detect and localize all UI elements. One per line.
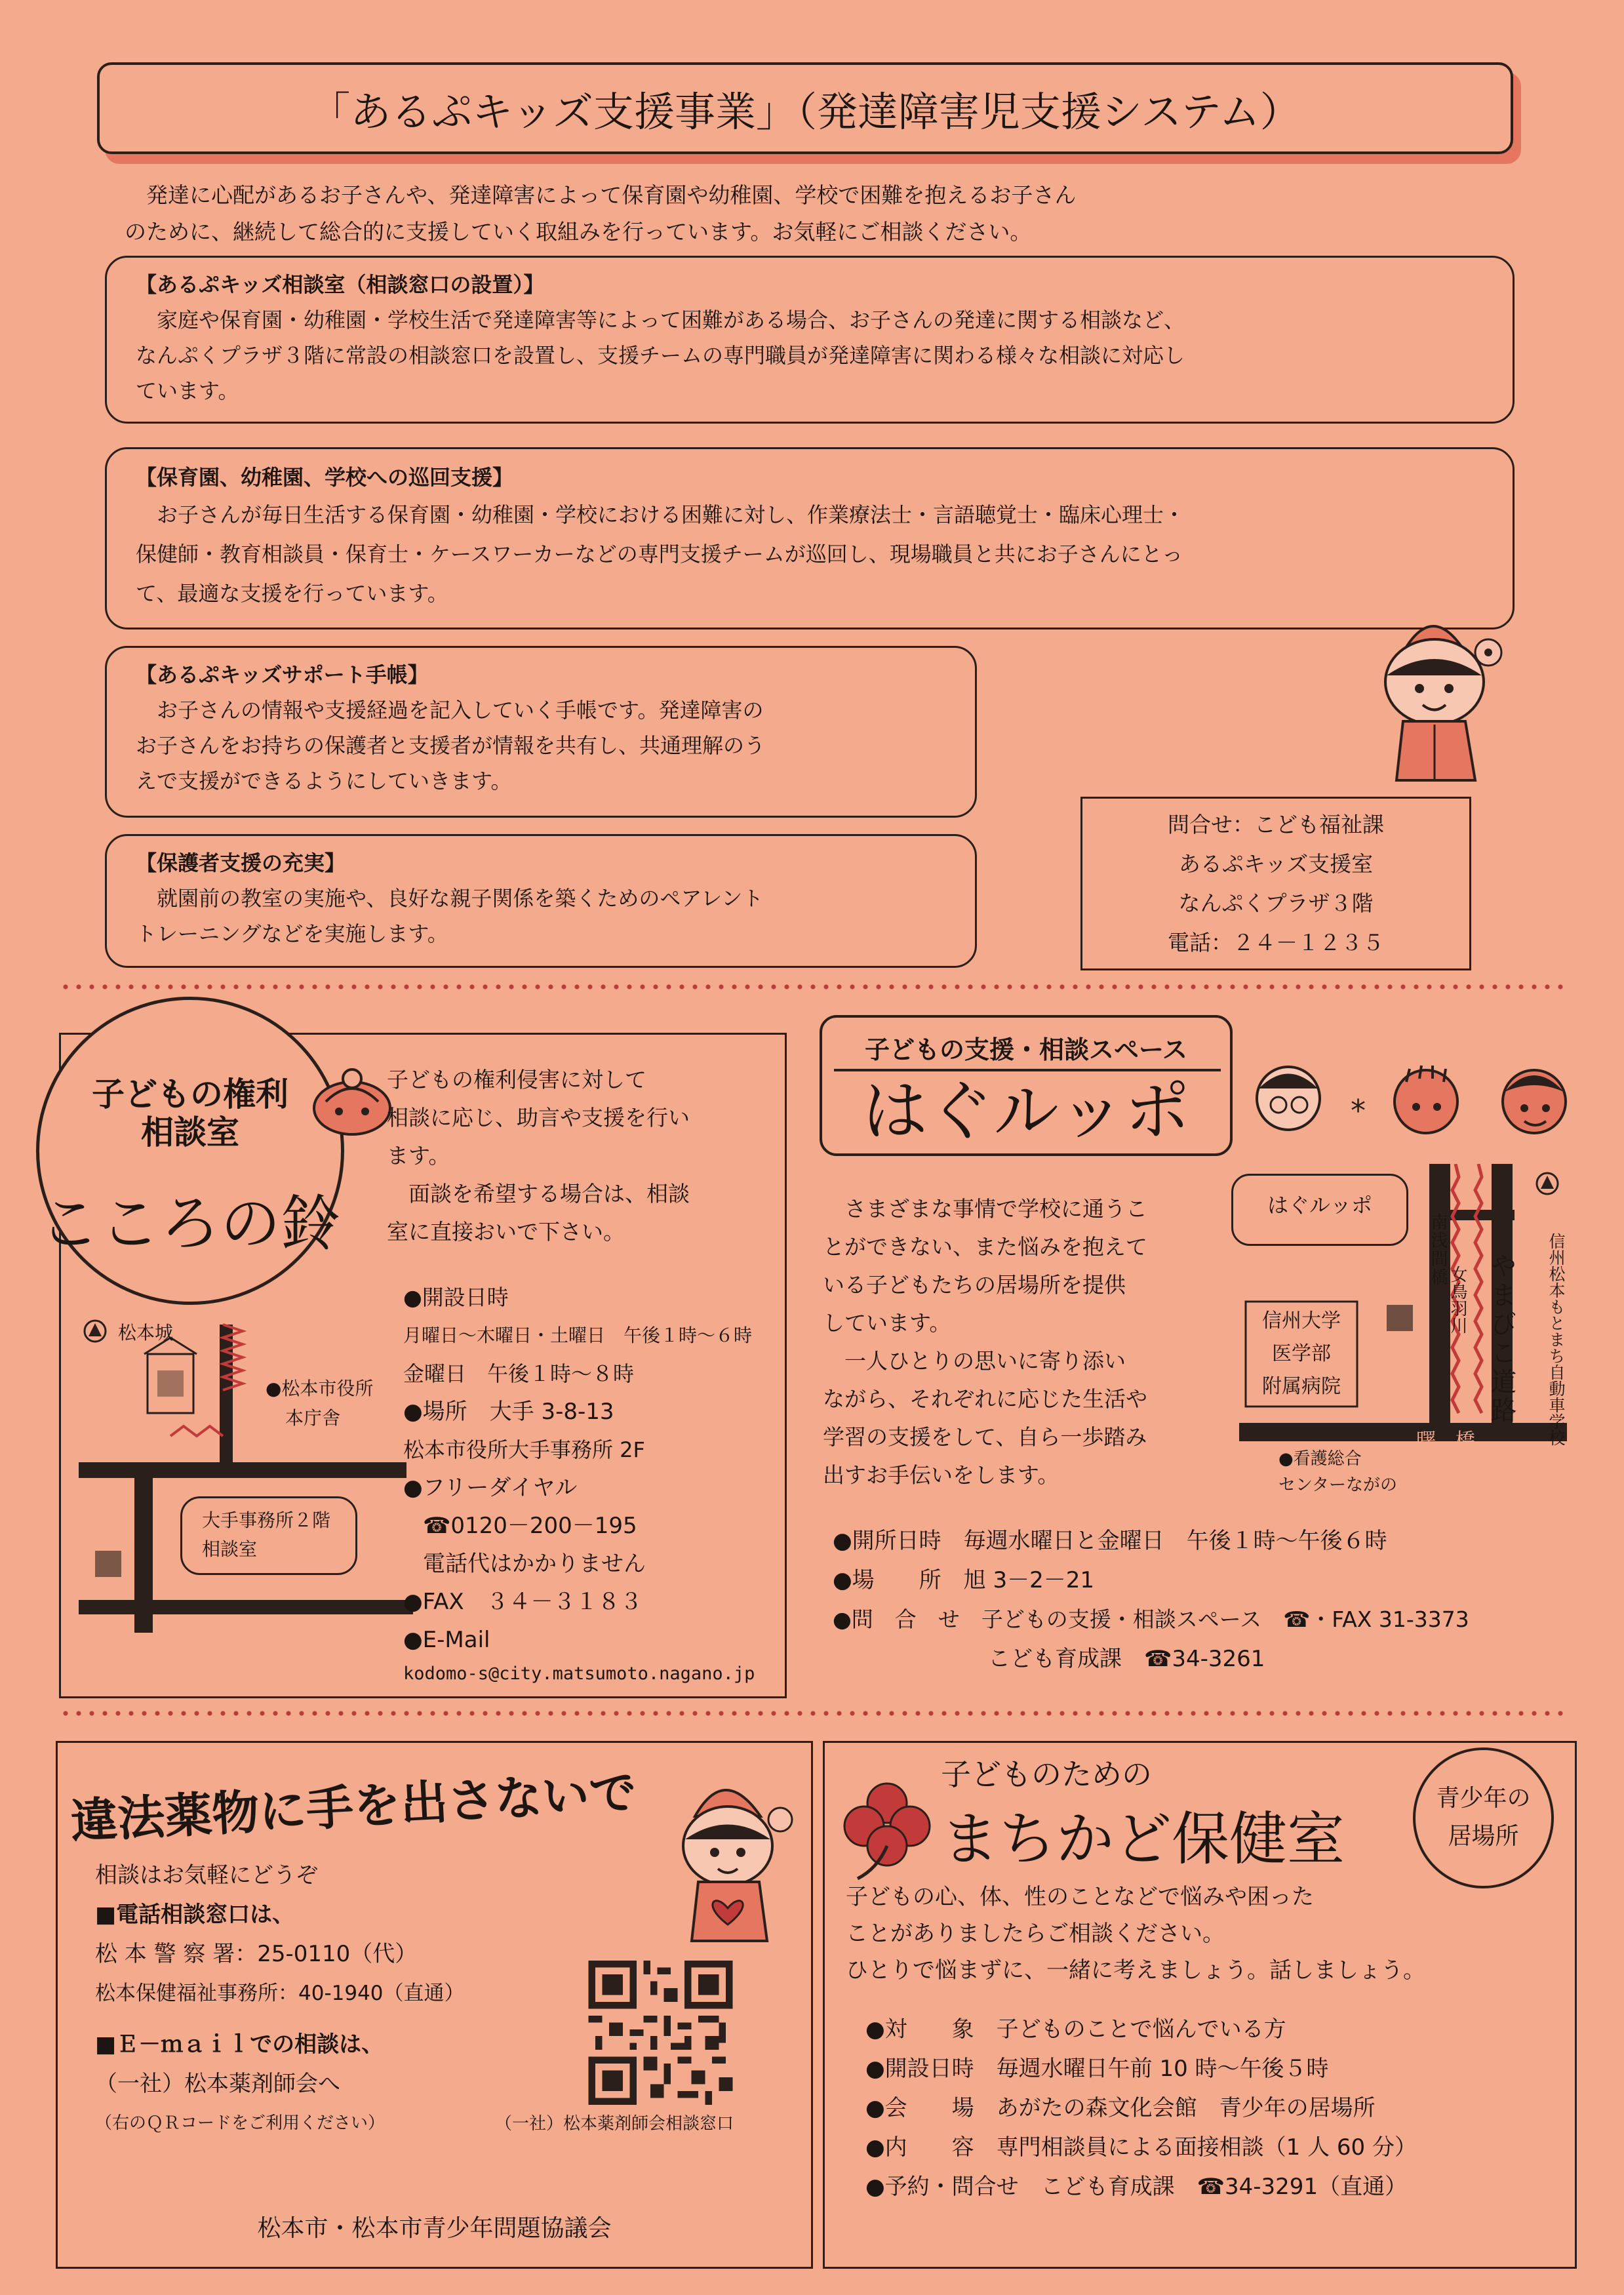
hospital-line: 医学部 [1272,1342,1331,1365]
drug-line: 相談はお気軽にどうぞ [95,1862,318,1888]
kokoro-badge [36,997,344,1305]
hagu-map-callout [1231,1174,1408,1246]
page-title: 「あるぷキッズ支援事業」（発達障害児支援システム） [309,87,1301,136]
intro-line: 発達に心配があるお子さんや、発達障害によって保育園や幼稚園、学校で困難を抱えるお子さん [125,182,1077,208]
intro-line: のために、継続して総合的に支援していく取組みを行っています。お気軽にご相談ください。 [125,219,1032,245]
hogosha-title: 【保護者支援の充実】 [136,850,346,875]
machikado-info [865,2010,1574,2206]
drug-title: 違法薬物に手を出さないで [69,1764,638,1850]
hagu-desc-line: しています。 [823,1310,951,1336]
drug-line: （右のＱＲコードをご利用ください） [95,2113,386,2133]
kokoro-desc-line: ます。 [387,1143,450,1168]
map-center-line: センターながの [1278,1475,1397,1495]
kokoro-free-label: ●フリーダイヤル [403,1475,578,1501]
machikado-venue: ●会 場 あがたの森文化会館 青少年の居場所 [865,2095,1376,2121]
kokoro-email-link[interactable]: kodomo-s@city.matsumoto.nagano.jp [403,1664,755,1684]
hagu-contact-2: こども育成課 ☎34-3261 [988,1646,1265,1672]
kokoro-info [403,1279,790,1689]
intro-text [125,177,1528,250]
hogosha-line: 就園前の教室の実施や、良好な親子関係を築くためのペアレント [136,886,764,911]
map-school-label: 信州松本もとまち自動車学校 [1547,1233,1566,1446]
clover-icon [831,1770,943,1882]
hagu-desc-line: ながら、それぞれに応じた生活や [823,1386,1147,1412]
machikado-content: ●内 容 専門相談員による面接相談（1 人 60 分） [865,2134,1417,2161]
hagu-info [833,1521,1587,1679]
drug-footer: 松本市・松本市青少年問題協議会 [257,2215,612,2242]
mascot-heart-icon [662,1757,800,1947]
techo-line: お子さんの情報や支援経過を記入していく手帳です。発達障害の [136,698,764,723]
techo-title: 【あるぷキッズサポート手帳】 [136,662,429,687]
kokoro-hours-label: ●開設日時 [403,1285,509,1310]
map-road-label: やまびこ道路 [1486,1252,1516,1426]
map-center-label [1278,1446,1397,1498]
machikado-target: ●対 象 子どものことで悩んでいる方 [865,2016,1286,2043]
kokoro-desc-line: 子どもの権利侵害に対して [387,1067,646,1092]
kokoro-hours-1: 月曜日～木曜日・土曜日 午後１時～６時 [403,1325,753,1346]
hagu-desc-line: とができない、また悩みを抱えて [823,1234,1147,1260]
map-bridge1-label: 南浅間橋 [1428,1213,1448,1287]
kokoro-desc-line: 面談を希望する場合は、相談 [387,1181,690,1207]
contact-line: あるぷキッズ支援室 [1178,851,1374,877]
hagu-desc-line: 一人ひとりの思いに寄り添い [823,1348,1126,1374]
soudan-line: ています。 [136,378,239,403]
hogosha-line: トレーニングなどを実施します。 [136,921,448,946]
hagu-desc-line: いる子どもたちの居場所を提供 [823,1272,1126,1298]
dotted-divider [59,984,1567,990]
kokoro-badge-title: 子どもの権利 [92,1075,288,1113]
kokoro-desc-line: 室に直接おいで下さい。 [387,1219,625,1245]
junkai-line: て、最適な支援を行っています。 [136,581,448,606]
hagu-place: ●場 所 旭 3－2－21 [833,1567,1095,1593]
kokoro-free-note: 電話代はかかりません [423,1551,646,1577]
hospital-line: 信州大学 [1262,1309,1341,1332]
hagu-hours: ●開所日時 毎週水曜日と金曜日 午後１時～午後６時 [833,1528,1387,1554]
contact-line: なんぷくプラザ３階 [1178,890,1374,916]
techo-line: えで支援ができるようにしていきます。 [136,768,512,793]
contact-box [1080,797,1471,970]
map-cityhall2-label: 本庁舎 [285,1407,341,1429]
machikado-desc [846,1879,1567,1989]
kokoro-email-label: ●E-Mail [403,1627,490,1653]
machikado-desc-line: 子どもの心、体、性のことなどで悩みや困った [846,1884,1314,1910]
soudan-line: 家庭や保育園・幼稚園・学校生活で発達障害等によって困難がある場合、お子さんの発達に関する相談など、 [136,308,1185,332]
hagu-desc-line: 出すお手伝いをします。 [823,1462,1060,1488]
kokoro-map [72,1311,420,1639]
youth-badge-line: 青少年の [1436,1785,1531,1812]
hagu-desc-line: さまざまな事情で学校に通うこ [823,1196,1147,1222]
junkai-line: お子さんが毎日生活する保育園・幼稚園・学校における困難に対し、作業療法士・言語聴覚士・臨床心理士・ [136,502,1185,527]
hagu-map-callout-label: はぐルッポ [1267,1193,1372,1218]
kokoro-desc [387,1061,780,1251]
techo-line: お子さんをお持ちの保護者と支援者が情報を共有し、共通理解のう [136,733,766,758]
junkai-box [105,447,1515,629]
map-callout-line: 相談室 [202,1538,258,1560]
drug-line: （一社）松本薬剤師会へ [95,2071,340,2097]
mascot-girl-icon [1357,590,1515,787]
map-bridge2-label: 曙 橋 [1416,1429,1475,1452]
contact-line: 問合せ：こども福祉課 [1168,812,1384,837]
machikado-subtitle: 子どものための [941,1757,1152,1792]
drug-police: 松 本 警 察 署：25-0110（代） [95,1941,418,1967]
map-river-label: 女鳥羽川 [1448,1266,1467,1334]
kokoro-badge-sub: 相談室 [141,1113,239,1151]
map-cityhall-label: ●松本市役所 [266,1378,374,1399]
map-center-line: ●看護総合 [1278,1449,1362,1469]
hagu-desc [823,1190,1249,1494]
hagu-title: はぐルッポ [862,1073,1190,1149]
machikado-title: まちかど保健室 [941,1805,1345,1873]
qr-caption: （一社）松本薬剤師会相談窓口 [495,2114,734,2134]
drug-health: 松本保健福祉事務所：40-1940（直通） [95,1982,465,2005]
machikado-desc-line: ことがありましたらご相談ください。 [846,1921,1225,1947]
hagu-subtitle: 子どもの支援・相談スペース [864,1035,1188,1064]
hospital-line: 附属病院 [1262,1375,1341,1398]
machikado-contact: ●予約・問合せ こども育成課 ☎34-3291（直通） [865,2174,1408,2200]
kids-faces-icon [1246,1056,1587,1154]
map-callout-line: 大手事務所２階 [202,1509,331,1531]
hogosha-box [105,834,977,968]
kokoro-hours-2: 金曜日 午後１時～８時 [403,1361,635,1386]
qr-code-icon [587,1961,734,2105]
contact-line: 電話：２４－１２３５ [1168,930,1384,955]
drug-line: ■電話相談窓口は、 [95,1902,295,1928]
hagu-title-box [820,1015,1233,1156]
junkai-title: 【保育園、幼稚園、学校への巡回支援】 [136,465,514,490]
kokoro-free-number[interactable]: ☎0120－200－195 [423,1513,637,1539]
machikado-hours: ●開設日時 毎週水曜日午前 10 時～午後５時 [865,2056,1329,2082]
techo-box [105,646,977,818]
hagu-map-hospital [1249,1305,1354,1403]
junkai-line: 保健師・教育相談員・保育士・ケースワーカーなどの専門支援チームが巡回し、現場職員と共にお子さんにとっ [136,542,1183,567]
map-castle-label: 松本城 [118,1322,174,1344]
machikado-desc-line: ひとりで悩まずに、一緒に考えましょう。話しましょう。 [846,1957,1425,1984]
qr-code[interactable] [587,1961,734,2105]
soudan-title: 【あるぷキッズ相談室（相談窓口の設置）】 [136,272,545,297]
soudan-line: なんぷくプラザ３階に常設の相談窓口を設置し、支援チームの専門職員が発達障害に関わる様々な相談に対応し [136,343,1185,368]
hagu-desc-line: 学習の支援をして、自ら一歩踏み [823,1424,1147,1450]
kokoro-badge-name: こころの鈴 [39,1189,342,1259]
youth-badge-line: 居場所 [1448,1823,1519,1850]
youth-badge [1413,1747,1554,1888]
map-callout [180,1496,357,1575]
hagu-contact-1: ●問 合 せ 子どもの支援・相談スペース ☎・FAX 31-3373 [833,1606,1469,1632]
kokoro-fax: ●FAX ３４－３１８３ [403,1589,643,1615]
drug-line: ■Ｅ－ｍａｉｌでの相談は、 [95,2031,384,2058]
dotted-divider [59,1710,1567,1717]
kokoro-place-2: 松本市役所大手事務所 2F [403,1437,645,1462]
title-box [97,62,1513,154]
svg-text:*: * [1351,1093,1366,1128]
kokoro-desc-line: 相談に応じ、助言や支援を行い [387,1105,690,1130]
soudan-box [105,256,1515,424]
kokoro-place: ●場所 大手 3-8-13 [403,1399,614,1425]
drug-text [95,1856,606,2143]
